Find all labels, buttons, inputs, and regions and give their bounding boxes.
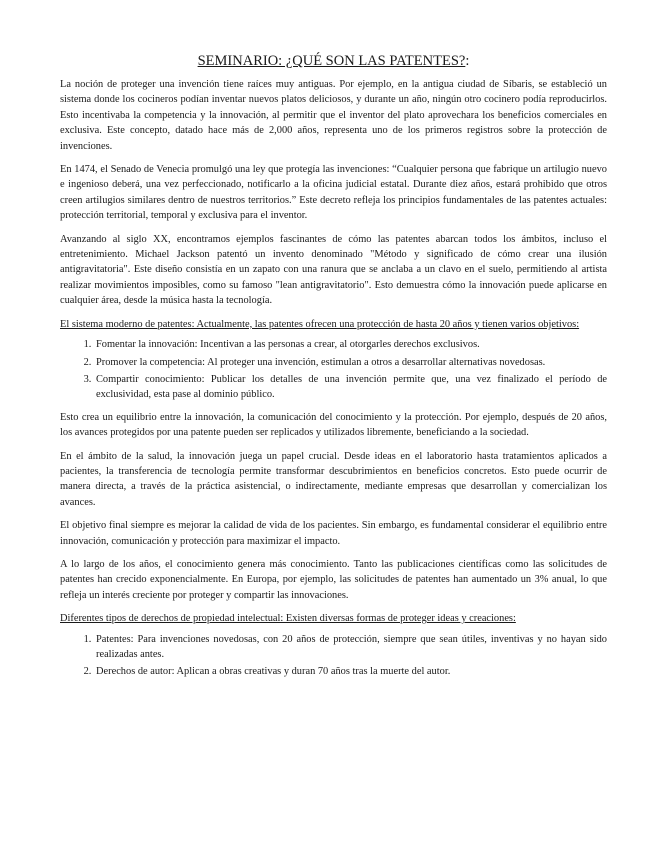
document-title [60,52,607,70]
list-item: 1. Patentes: Para invenciones novedosas, con 20 años de protección, siempre que sean útiles, inventivas y no hayan sido realizadas antes. [94,632,607,663]
title-suffix: : [465,53,470,69]
list-item: 3. Compartir conocimiento: Publicar los detalles de una invención permite que, una vez finalizado el período de exclusividad, esta pase al dominio público. [94,372,607,403]
title-text: SEMINARIO: ¿QUÉ SON LAS PATENTES? [197,53,466,69]
paragraph-equilibrio: Esto crea un equilibrio entre la innovación, la comunicación del conocimiento y la protección. Por ejemplo, después de 20 años, los avances protegidos por una patente pueden ser replicados y utilizados libremente, beneficiando a la sociedad. [60,411,607,439]
section-heading-sistema-moderno: El sistema moderno de patentes: Actualmente, las patentes ofrecen una protección de hasta 20 años y tienen varios objetivos: [60,318,580,330]
section-heading-propiedad-intelectual: Diferentes tipos de derechos de propiedad intelectual: Existen diversas formas de proteger ideas y creaciones: [60,613,516,625]
list-item: 2. Derechos de autor: Aplican a obras creativas y duran 70 años tras la muerte del autor. [94,664,607,679]
paragraph-objetivo: El objetivo final siempre es mejorar la calidad de vida de los pacientes. Sin embargo, es fundamental considerar el equilibrio entre innovación, comunicación y protección para maximizar el impacto. [60,520,607,547]
paragraph-sibaris: La noción de proteger una invención tiene raíces muy antiguas. Por ejemplo, en la antigua ciudad de Síbaris, se estableció un sistema donde los cocineros podían inventar nuevos platos deliciosos, y durante un año, ningún otro cocinero podía reproducirlos. Esto incentivaba la competencia y la innovación, al permitir que el inventor del plato aprovechara los beneficios comerciales en exclusiva. Este concepto, datado hace más de 2,000 años, representa uno de los primeros registros sobre la protección de invenciones. [60,79,607,152]
paragraph-conocimiento: A lo largo de los años, el conocimiento genera más conocimiento. Tanto las publicaciones científicas como las solicitudes de patentes han crecido exponencialmente. En Europa, por ejemplo, las solicitudes de patentes han aumentado un 3% anual, lo que refleja un interés creciente por proteger y compartir las innovaciones. [60,558,607,601]
list-item: 2. Promover la competencia: Al proteger una invención, estimulan a otros a desarrollar alternativas novedosas. [94,355,607,370]
paragraph-venecia: En 1474, el Senado de Venecia promulgó una ley que protegía las invenciones: “Cualquier persona que fabrique un artilugio nuevo e ingenioso deberá, una vez perfeccionado, notificarlo a la oficina judicial estatal. Durante diez años, estará prohibido que otros creen artilugios similares dentro de nuestros territorios.” Este decreto refleja los principios fundamentales de las patentes actuales: protección territorial, temporal y exclusiva para el inventor. [60,164,607,222]
rights-list [60,632,607,680]
paragraph-salud: En el ámbito de la salud, la innovación juega un papel crucial. Desde ideas en el laboratorio hasta tratamientos aplicados a pacientes, la transferencia de tecnología permite transformar descubrimientos en beneficios concretos. Esto puede ocurrir de manera directa, a través de la práctica asistencial, o indirectamente, mediante empresas que desarrollan y comercializan los avances. [60,450,607,508]
list-item: 1. Fomentar la innovación: Incentivan a las personas a crear, al otorgarles derechos exclusivos. [94,337,607,352]
objectives-list [60,337,607,403]
paragraph-siglo-xx: Avanzando al siglo XX, encontramos ejemplos fascinantes de cómo las patentes abarcan todos los ámbitos, incluso el entretenimiento. Michael Jackson patentó un invento denominado "Método y significado de cómo crear una ilusión antigravitatoria". Este diseño consistía en un zapato con una ranura que se anclaba a un clavo en el suelo, permitiendo al artista realizar movimientos imposibles, como su famoso "lean antigravitatorio". Esto demuestra cómo la innovación puede aplicarse en cualquier área, desde la música hasta la tecnología. [60,233,607,307]
